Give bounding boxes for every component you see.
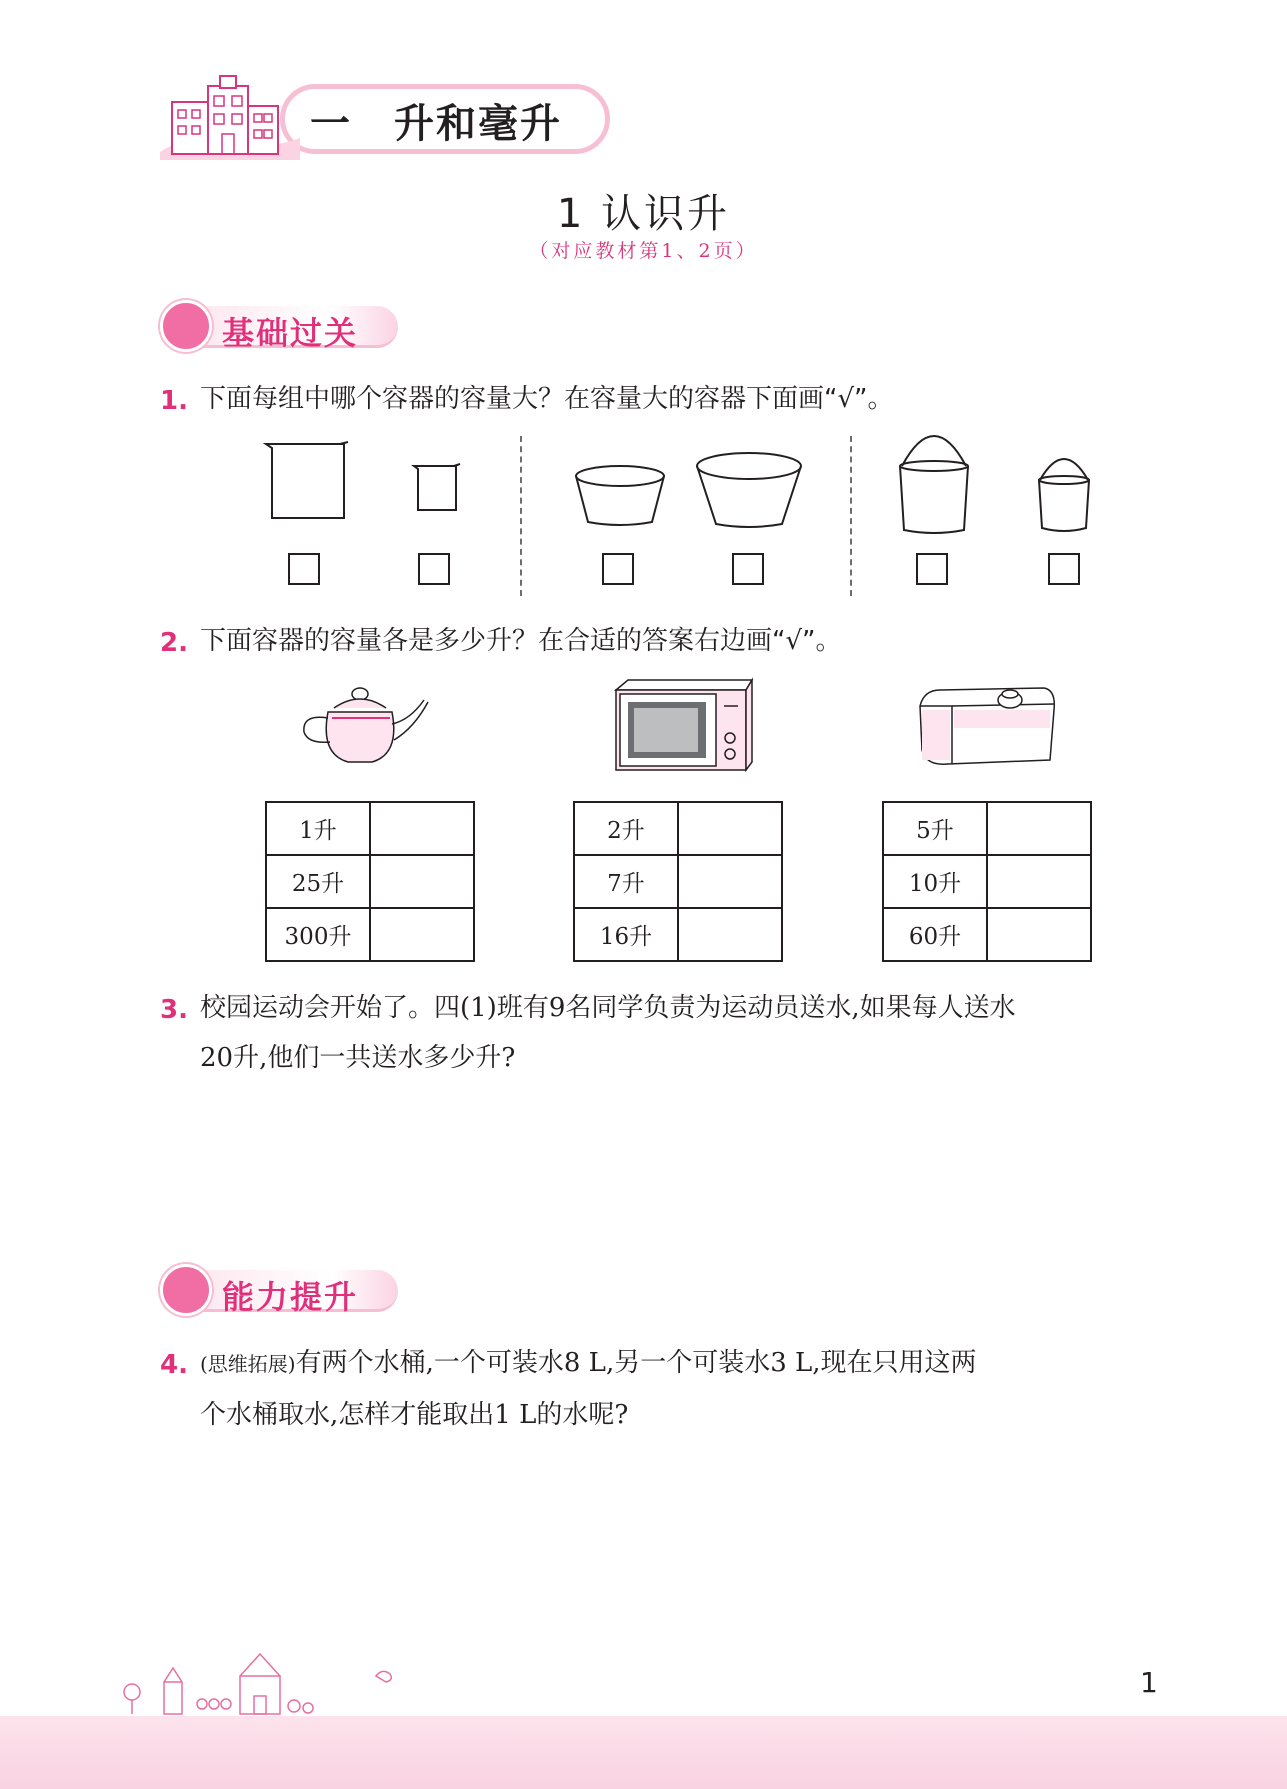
question-text-line: 20升,他们一共送水多少升? [200, 1043, 516, 1073]
option-cell: 1升 [266, 802, 370, 855]
small-bucket-icon [1036, 454, 1092, 534]
answer-checkbox[interactable] [732, 553, 764, 585]
section-label: 能力提升 [222, 1278, 359, 1316]
large-bucket-icon [896, 432, 972, 536]
option-cell: 300升 [266, 908, 370, 961]
check-cell[interactable] [678, 908, 782, 961]
question-number: 3. [160, 995, 188, 1025]
check-cell[interactable] [987, 908, 1091, 961]
table-row [883, 802, 1091, 855]
check-cell[interactable] [987, 855, 1091, 908]
option-cell: 10升 [883, 855, 987, 908]
check-cell[interactable] [370, 908, 474, 961]
answer-table [573, 801, 783, 962]
town-decoration-icon [118, 1646, 418, 1716]
table-row [266, 855, 474, 908]
option-cell: 16升 [574, 908, 678, 961]
chapter-title: 一 升和毫升 [310, 101, 562, 147]
group-divider [850, 436, 852, 596]
table-row [883, 855, 1091, 908]
page-number: 1 [1140, 1666, 1158, 1699]
student-avatar-icon [160, 1264, 212, 1316]
answer-checkbox[interactable] [1048, 553, 1080, 585]
check-cell[interactable] [987, 802, 1091, 855]
option-cell: 7升 [574, 855, 678, 908]
section-header-advanced [160, 1262, 400, 1318]
large-bowl-icon [694, 450, 804, 530]
question-text: 下面每组中哪个容器的容量大？在容量大的容器下面画“√”。 [200, 384, 894, 414]
school-building-icon [150, 72, 310, 164]
question-text-line [200, 1338, 977, 1389]
option-cell: 5升 [883, 802, 987, 855]
check-cell[interactable] [678, 802, 782, 855]
question-text: 有两个水桶,一个可装水8 L,另一个可装水3 L,现在只用这两 [295, 1348, 977, 1378]
teapot-icon [298, 684, 432, 768]
question-tag: (思维拓展) [200, 1352, 296, 1376]
section-label: 基础过关 [222, 314, 359, 352]
table-row [266, 908, 474, 961]
answer-table [265, 801, 475, 962]
answer-checkbox[interactable] [602, 553, 634, 585]
check-cell[interactable] [370, 855, 474, 908]
microwave-icon [610, 676, 754, 776]
chapter-banner [150, 72, 610, 164]
answer-checkbox[interactable] [916, 553, 948, 585]
small-beaker-icon [410, 462, 462, 514]
table-row [574, 802, 782, 855]
question-number: 4. [160, 1350, 188, 1380]
option-cell: 25升 [266, 855, 370, 908]
question-number: 1. [160, 386, 188, 416]
table-row [883, 908, 1091, 961]
answer-checkbox[interactable] [288, 553, 320, 585]
answer-table [882, 801, 1092, 962]
answer-checkbox[interactable] [418, 553, 450, 585]
table-row [266, 802, 474, 855]
group-divider [520, 436, 522, 596]
footer-band [0, 1716, 1287, 1789]
question-number: 2. [160, 628, 188, 658]
large-beaker-icon [262, 440, 352, 520]
table-row [574, 908, 782, 961]
small-bowl-icon [574, 464, 666, 528]
option-cell: 60升 [883, 908, 987, 961]
textbook-reference: （对应教材第1、2页） [529, 240, 758, 262]
lesson-title: 1 认识升 [556, 191, 731, 237]
water-tank-icon [914, 680, 1058, 772]
question-text-line: 校园运动会开始了。四(1)班有9名同学负责为运动员送水,如果每人送水 [200, 993, 1016, 1023]
question-text: 下面容器的容量各是多少升？在合适的答案右边画“√”。 [200, 626, 842, 656]
option-cell: 2升 [574, 802, 678, 855]
question-text-line: 个水桶取水,怎样才能取出1 L的水呢? [200, 1400, 629, 1430]
check-cell[interactable] [678, 855, 782, 908]
table-row [574, 855, 782, 908]
section-header-basic [160, 298, 400, 354]
student-avatar-icon [160, 300, 212, 352]
check-cell[interactable] [370, 802, 474, 855]
